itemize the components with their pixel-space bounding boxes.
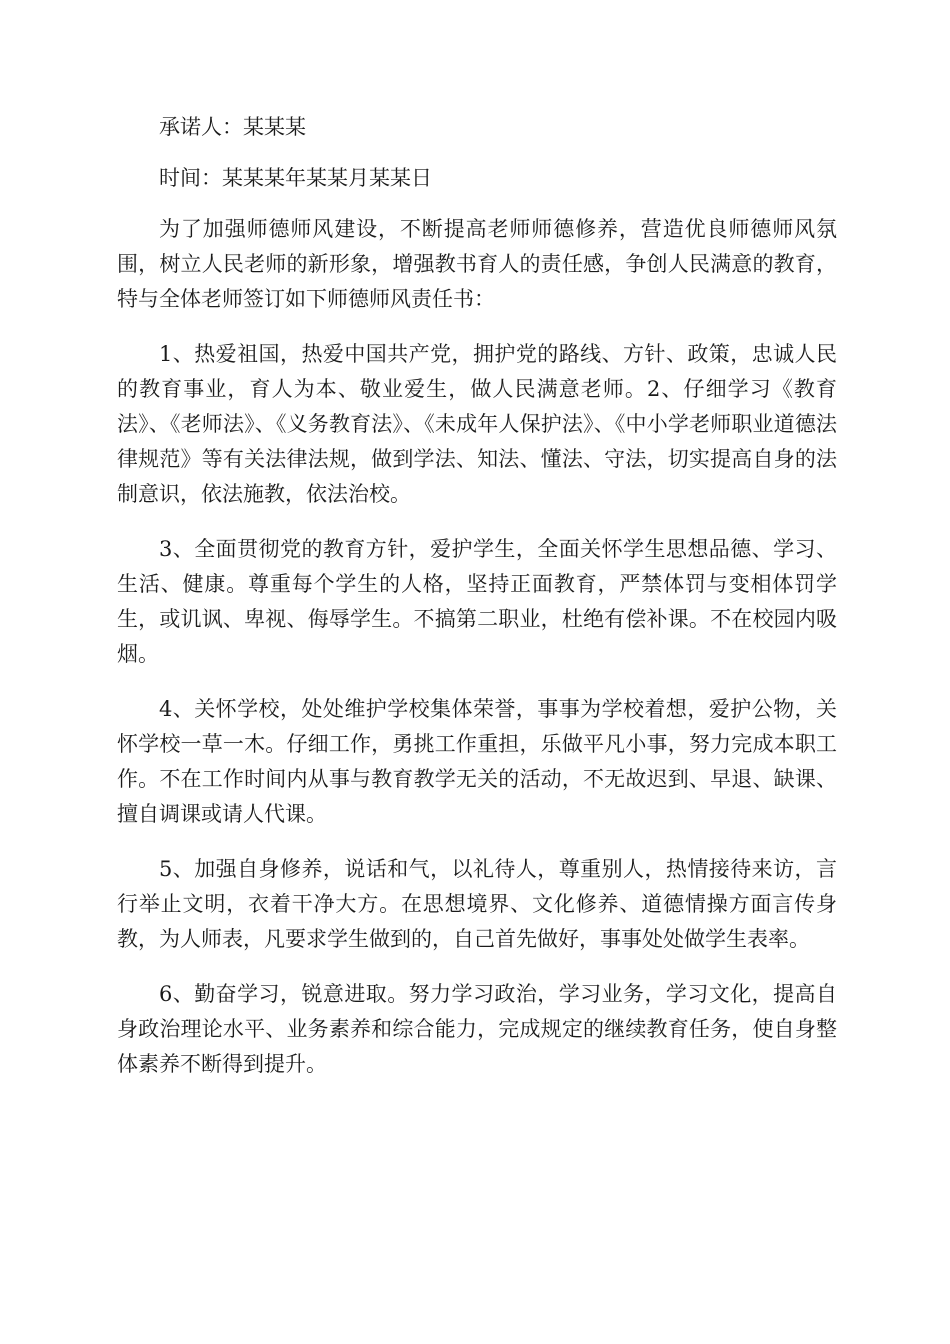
clause-3-paragraph: 3、全面贯彻党的教育方针，爱护学生，全面关怀学生思想品德、学习、生活、健康。尊重每个学生的人格，坚持正面教育，严禁体罚与变相体罚学生，或讥讽、卑视、侮辱学生。不搞第二职业，杜绝有偿补课。不在校园内吸烟。 — [117, 537, 837, 666]
clause-6-paragraph: 6、勤奋学习，锐意进取。努力学习政治，学习业务，学习文化，提高自身政治理论水平、业务素养和综合能力，完成规定的继续教育任务，使自身整体素养不断得到提升。 — [117, 982, 837, 1076]
date-line: 时间：某某某年某某月某某日 — [159, 166, 432, 190]
intro-paragraph: 为了加强师德师风建设，不断提高老师师德修养，营造优良师德师风氛围，树立人民老师的新形象，增强教书育人的责任感，争创人民满意的教育，特与全体老师签订如下师德师风责任书： — [117, 217, 837, 311]
document-body — [117, 110, 837, 1102]
clause-5-paragraph: 5、加强自身修养，说话和气，以礼待人，尊重别人，热情接待来访，言行举止文明，衣着干净大方。在思想境界、文化修养、道德情操方面言传身教，为人师表，凡要求学生做到的，自己首先做好，事事处处做学生表率。 — [117, 857, 837, 951]
signer-line: 承诺人：某某某 — [159, 115, 306, 139]
clause-1-2-paragraph: 1、热爱祖国，热爱中国共产党，拥护党的路线、方针、政策，忠诚人民的教育事业，育人为本、敬业爱生，做人民满意老师。2、仔细学习《教育法》、《老师法》、《义务教育法》、《未成年人保护法》、《中小学老师职业道德法律规范》等有关法律法规，做到学法、知法、懂法、守法，切实提高自身的法制意识，依法施教，依法治校。 — [117, 342, 837, 506]
clause-4-paragraph: 4、关怀学校，处处维护学校集体荣誉，事事为学校着想，爱护公物，关怀学校一草一木。仔细工作，勇挑工作重担，乐做平凡小事，努力完成本职工作。不在工作时间内从事与教育教学无关的活动，不无故迟到、早退、缺课、擅自调课或请人代课。 — [117, 697, 837, 826]
